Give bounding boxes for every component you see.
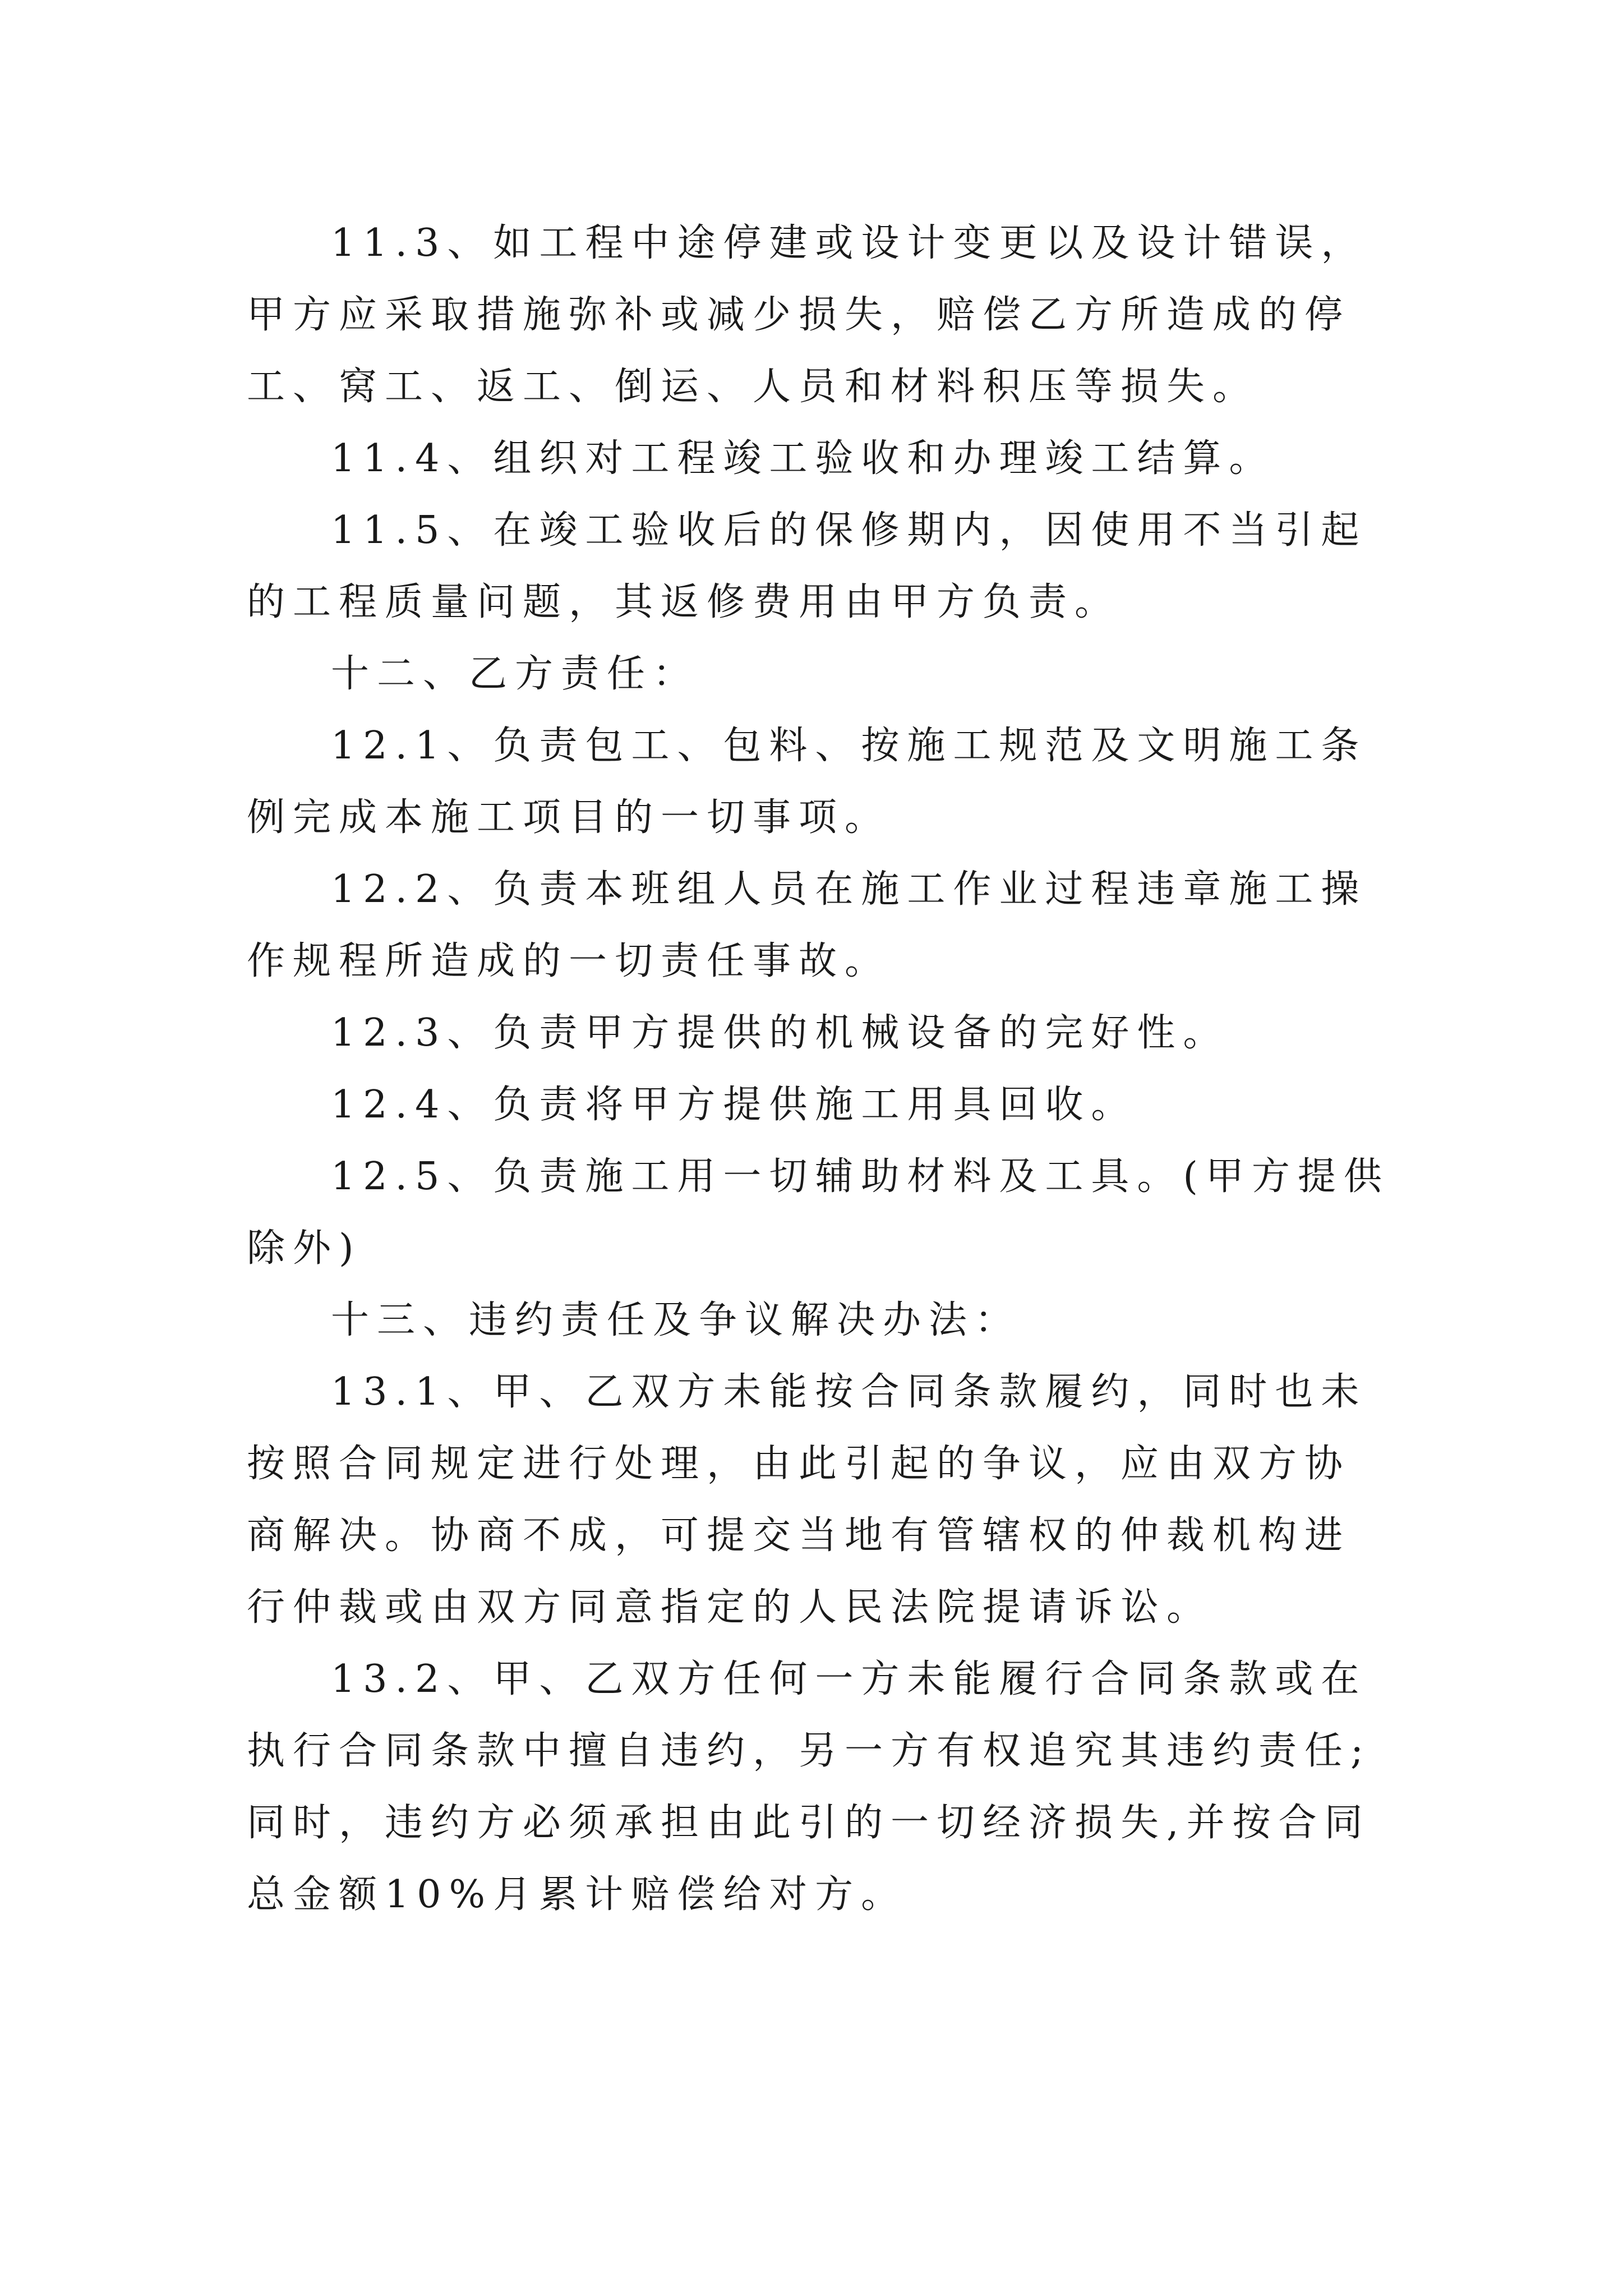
clause-12-1: 12.1、负责包工、包料、按施工规范及文明施工条例完成本施工项目的一切事项。	[247, 724, 1367, 840]
clause-13-2: 13.2、甲、乙双方任何一方未能履行合同条款或在执行合同条款中擅自违约，另一方有权追究其违约责任;同时，违约方必须承担由此引的一切经济损失,并按合同总金额10%月累计赔偿给对方。	[247, 1657, 1371, 1917]
clause-11-5: 11.5、在竣工验收后的保修期内，因使用不当引起的工程质量问题，其返修费用由甲方负责。	[247, 508, 1367, 624]
clause-12-2: 12.2、负责本班组人员在施工作业过程违章施工操作规程所造成的一切责任事故。	[247, 867, 1367, 983]
clause-12-4: 12.4、负责将甲方提供施工用具回收。	[331, 1083, 1137, 1127]
clause-12-3: 12.3、负责甲方提供的机械设备的完好性。	[331, 1011, 1229, 1055]
clause-12-5: 12.5、负责施工用一切辅助材料及工具。(甲方提供除外)	[247, 1154, 1390, 1271]
document-body	[247, 208, 1391, 1931]
clause-11-3: 11.3、如工程中途停建或设计变更以及设计错误，甲方应采取措施弥补或减少损失，赔偿乙方所造成的停工、窝工、返工、倒运、人员和材料积压等损失。	[247, 221, 1367, 409]
section-heading-13: 十三、违约责任及争议解决办法：	[331, 1298, 1021, 1342]
clause-13-1: 13.1、甲、乙双方未能按合同条款履约，同时也未按照合同规定进行处理，由此引起的争议，应由双方协商解决。协商不成，可提交当地有管辖权的仲裁机构进行仲裁或由双方同意指定的人民法院提请诉讼。	[247, 1370, 1367, 1630]
section-heading-12: 十二、乙方责任：	[331, 652, 699, 696]
clause-11-4: 11.4、组织对工程竣工验收和办理竣工结算。	[331, 436, 1275, 481]
